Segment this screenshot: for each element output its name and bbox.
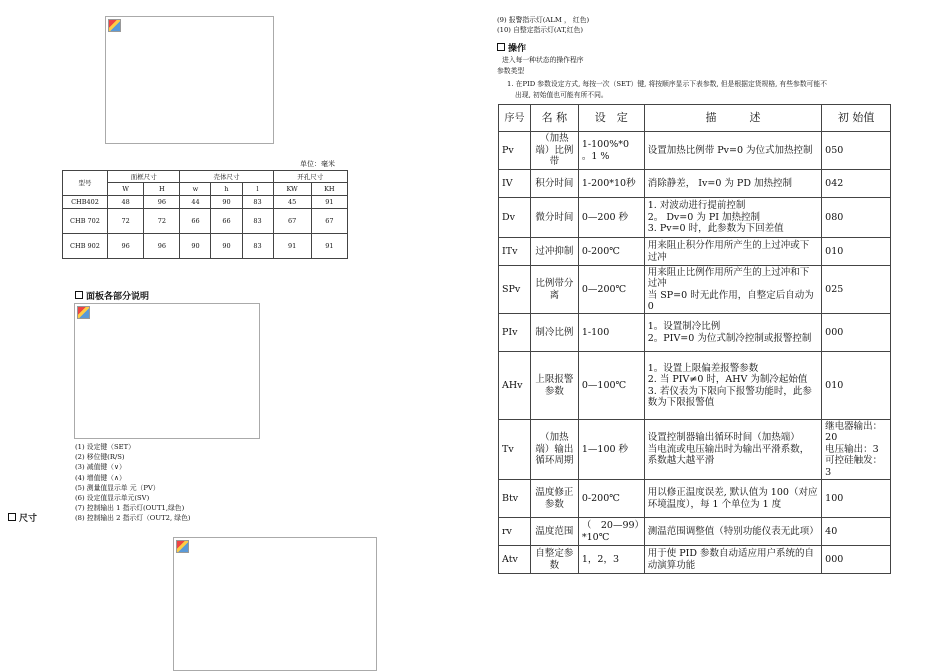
operation-heading-text: 操作 <box>508 44 527 54</box>
list-item: (8) 控制输出 2 指示灯（OUT2, 绿色) <box>75 514 191 523</box>
table-row <box>499 546 891 574</box>
dim-cell: 66 <box>211 209 242 234</box>
param-initial-cell: 000 <box>822 546 891 574</box>
col-face: 面框尺寸 <box>108 171 180 183</box>
param-description-cell: 设置控制器输出循环时间（加热端） 当电流或电压输出时为输出平滑系数，系数越大越平滑 <box>644 420 821 480</box>
dim-cell: 83 <box>242 196 273 209</box>
dim-cell: 90 <box>180 234 211 259</box>
dim-cell: 67 <box>273 209 311 234</box>
param-code-cell: ITv <box>499 238 531 266</box>
dim-cell: 66 <box>180 209 211 234</box>
param-name-cell: 积分时间 <box>530 170 578 198</box>
param-desc-line-1: 1. 在PID 参数设定方式, 每按一次（SET）键, 将按顺序显示下表参数, 但是根据定货规格, 有些参数可能不 <box>507 80 828 88</box>
col-model: 型号 <box>63 171 108 196</box>
dim-row <box>63 234 348 259</box>
param-description-cell: 用来阻止比例作用所产生的上过冲和下过冲 当 SP=0 时无此作用，自整定后自动为 0 <box>644 266 821 314</box>
dimension-table <box>62 170 348 259</box>
header-description: 描 述 <box>644 105 821 132</box>
table-row <box>499 132 891 170</box>
param-setting-cell: 0—200 秒 <box>578 198 644 238</box>
dim-group-header-row <box>63 171 348 183</box>
dim-sub-header: l <box>242 183 273 196</box>
list-item: (9) 报警指示灯(ALM ， 红色) <box>497 16 590 24</box>
operation-heading <box>497 41 526 54</box>
checkbox-square-icon <box>8 513 16 521</box>
size-figure-image <box>173 537 377 671</box>
param-setting-cell: 1-100 <box>578 314 644 352</box>
param-description-cell: 用来阻止积分作用所产生的上过冲或下过冲 <box>644 238 821 266</box>
list-item: (2) 移位键(R/S) <box>75 453 125 462</box>
dim-cell: 90 <box>211 196 242 209</box>
param-name-cell: 微分时间 <box>530 198 578 238</box>
dim-cell: 48 <box>108 196 144 209</box>
param-setting-cell: 1-100%*0 。1 % <box>578 132 644 170</box>
param-code-cell: PIv <box>499 314 531 352</box>
dim-sub-header: KH <box>311 183 347 196</box>
list-item: (10) 自整定指示灯(AT,红色) <box>497 26 584 34</box>
param-header-row <box>499 105 891 132</box>
param-setting-cell: 0—100℃ <box>578 352 644 420</box>
param-desc-line-2: 出现, 初始值也可能有所不同。 <box>515 91 608 99</box>
param-code-cell: AHv <box>499 352 531 420</box>
param-initial-cell: 050 <box>822 132 891 170</box>
image-placeholder-icon <box>176 540 189 553</box>
param-initial-cell: 025 <box>822 266 891 314</box>
param-name-cell: 自整定参数 <box>530 546 578 574</box>
checkbox-square-icon <box>497 43 505 51</box>
param-setting-cell: 0-200℃ <box>578 480 644 518</box>
param-setting-cell: 0-200℃ <box>578 238 644 266</box>
param-description-cell: 消除静差， Iv=0 为 PD 加热控制 <box>644 170 821 198</box>
param-type-label: 参数类型 <box>497 67 525 75</box>
table-row <box>499 420 891 480</box>
dim-cell: 91 <box>311 196 347 209</box>
param-setting-cell: 1-200*10秒 <box>578 170 644 198</box>
dim-cell: 44 <box>180 196 211 209</box>
param-initial-cell: 40 <box>822 518 891 546</box>
dim-cell: 91 <box>311 234 347 259</box>
param-initial-cell: 000 <box>822 314 891 352</box>
dim-sub-header: w <box>180 183 211 196</box>
param-description-cell: 用于使 PID 参数自动适应用户系统的自动演算功能 <box>644 546 821 574</box>
param-initial-cell: 042 <box>822 170 891 198</box>
param-initial-cell: 010 <box>822 238 891 266</box>
param-name-cell: 上限报警 参数 <box>530 352 578 420</box>
dim-sub-header: KW <box>273 183 311 196</box>
param-description-cell: 设置加热比例带 Pv=0 为位式加热控制 <box>644 132 821 170</box>
dim-cell: 91 <box>273 234 311 259</box>
header-initial: 初 始值 <box>822 105 891 132</box>
panel-heading <box>75 289 149 302</box>
list-item: (7) 控制输出 1 指示灯(OUT1,绿色) <box>75 504 185 513</box>
param-description-cell: 测温范围调整值（特别功能仪表无此项） <box>644 518 821 546</box>
param-name-cell: （加热端）比例带 <box>530 132 578 170</box>
param-code-cell: SPv <box>499 266 531 314</box>
list-item: (3) 减值键（∨） <box>75 463 126 472</box>
param-setting-cell: 1，2，3 <box>578 546 644 574</box>
table-row <box>499 238 891 266</box>
param-name-cell: 温度修正参数 <box>530 480 578 518</box>
dim-sub-header: h <box>211 183 242 196</box>
param-setting-cell: （ 20—99）*10℃ <box>578 518 644 546</box>
param-name-cell: （加热端）输出循环周期 <box>530 420 578 480</box>
table-row <box>499 314 891 352</box>
param-description-cell: 1. 对波动进行提前控制 2。 Dv=0 为 PI 加热控制 3. Pv=0 时，此参数为下回差值 <box>644 198 821 238</box>
param-setting-cell: 1—100 秒 <box>578 420 644 480</box>
param-code-cell: Atv <box>499 546 531 574</box>
param-initial-cell: 080 <box>822 198 891 238</box>
dim-row <box>63 196 348 209</box>
list-item: (1) 设定键（SET） <box>75 443 135 451</box>
dim-cell: 96 <box>144 234 180 259</box>
list-item: (5) 测量值显示单 元（PV） <box>75 483 160 492</box>
dim-cell: 83 <box>242 234 273 259</box>
list-item: (4) 增值键（∧） <box>75 473 126 482</box>
dim-cell: 72 <box>108 209 144 234</box>
dim-cell: CHB 902 <box>63 234 108 259</box>
indicator-list <box>497 15 589 35</box>
panel-figure-image <box>74 303 260 439</box>
dim-cell: 96 <box>108 234 144 259</box>
header-setting: 设 定 <box>578 105 644 132</box>
header-name: 名 称 <box>530 105 578 132</box>
unit-label: 单位：毫米 <box>300 160 335 168</box>
table-row <box>499 266 891 314</box>
param-description-cell: 1。设置上限偏差报警参数 2. 当 PIV≠0 时，AHV 为制冷起始值 3. 若仪表为下限向下报警功能时，此参数为下限报警值 <box>644 352 821 420</box>
dim-cell: 83 <box>242 209 273 234</box>
panel-items-list <box>75 442 191 524</box>
table-row <box>499 352 891 420</box>
dim-cell: 90 <box>211 234 242 259</box>
size-heading-text: 尺寸 <box>19 514 38 524</box>
param-initial-cell: 继电器输出：20 电压输出：3 可控硅触发：3 <box>822 420 891 480</box>
param-initial-cell: 100 <box>822 480 891 518</box>
dim-cell: 45 <box>273 196 311 209</box>
header-index: 序号 <box>499 105 531 132</box>
size-heading <box>8 511 37 524</box>
panel-heading-text: 面板各部分说明 <box>86 292 150 302</box>
col-case: 壳体尺寸 <box>180 171 273 183</box>
table-row <box>499 480 891 518</box>
image-placeholder-icon <box>108 19 121 32</box>
param-description-cell: 1。设置制冷比例 2。PIV=0 为位式制冷控制或报警控制 <box>644 314 821 352</box>
param-setting-cell: 0—200℃ <box>578 266 644 314</box>
checkbox-square-icon <box>75 291 83 299</box>
param-code-cell: rv <box>499 518 531 546</box>
param-name-cell: 温度范围 <box>530 518 578 546</box>
param-code-cell: Btv <box>499 480 531 518</box>
image-placeholder-icon <box>77 306 90 319</box>
parameter-table <box>498 104 891 574</box>
param-code-cell: IV <box>499 170 531 198</box>
table-row <box>499 198 891 238</box>
param-name-cell: 过冲抑制 <box>530 238 578 266</box>
top-figure-image <box>105 16 274 144</box>
param-initial-cell: 010 <box>822 352 891 420</box>
col-cutout: 开孔尺寸 <box>273 171 347 183</box>
param-name-cell: 比例带分离 <box>530 266 578 314</box>
param-description-cell: 用以修正温度误差, 默认值为 100（对应环境温度），每 1 个单位为 1 度 <box>644 480 821 518</box>
table-row <box>499 518 891 546</box>
param-name-cell: 制冷比例 <box>530 314 578 352</box>
param-code-cell: Tv <box>499 420 531 480</box>
list-item: (6) 设定值显示单元(SV) <box>75 494 150 503</box>
dim-cell: 67 <box>311 209 347 234</box>
dim-row <box>63 209 348 234</box>
dim-cell: 96 <box>144 196 180 209</box>
operation-intro: 进入每一种状态的操作程序 <box>502 56 584 64</box>
dim-cell: CHB 702 <box>63 209 108 234</box>
dim-cell: 72 <box>144 209 180 234</box>
table-row <box>499 170 891 198</box>
dim-sub-header: W <box>108 183 144 196</box>
dim-cell: CHB402 <box>63 196 108 209</box>
param-code-cell: Pv <box>499 132 531 170</box>
param-code-cell: Dv <box>499 198 531 238</box>
dim-sub-header: H <box>144 183 180 196</box>
